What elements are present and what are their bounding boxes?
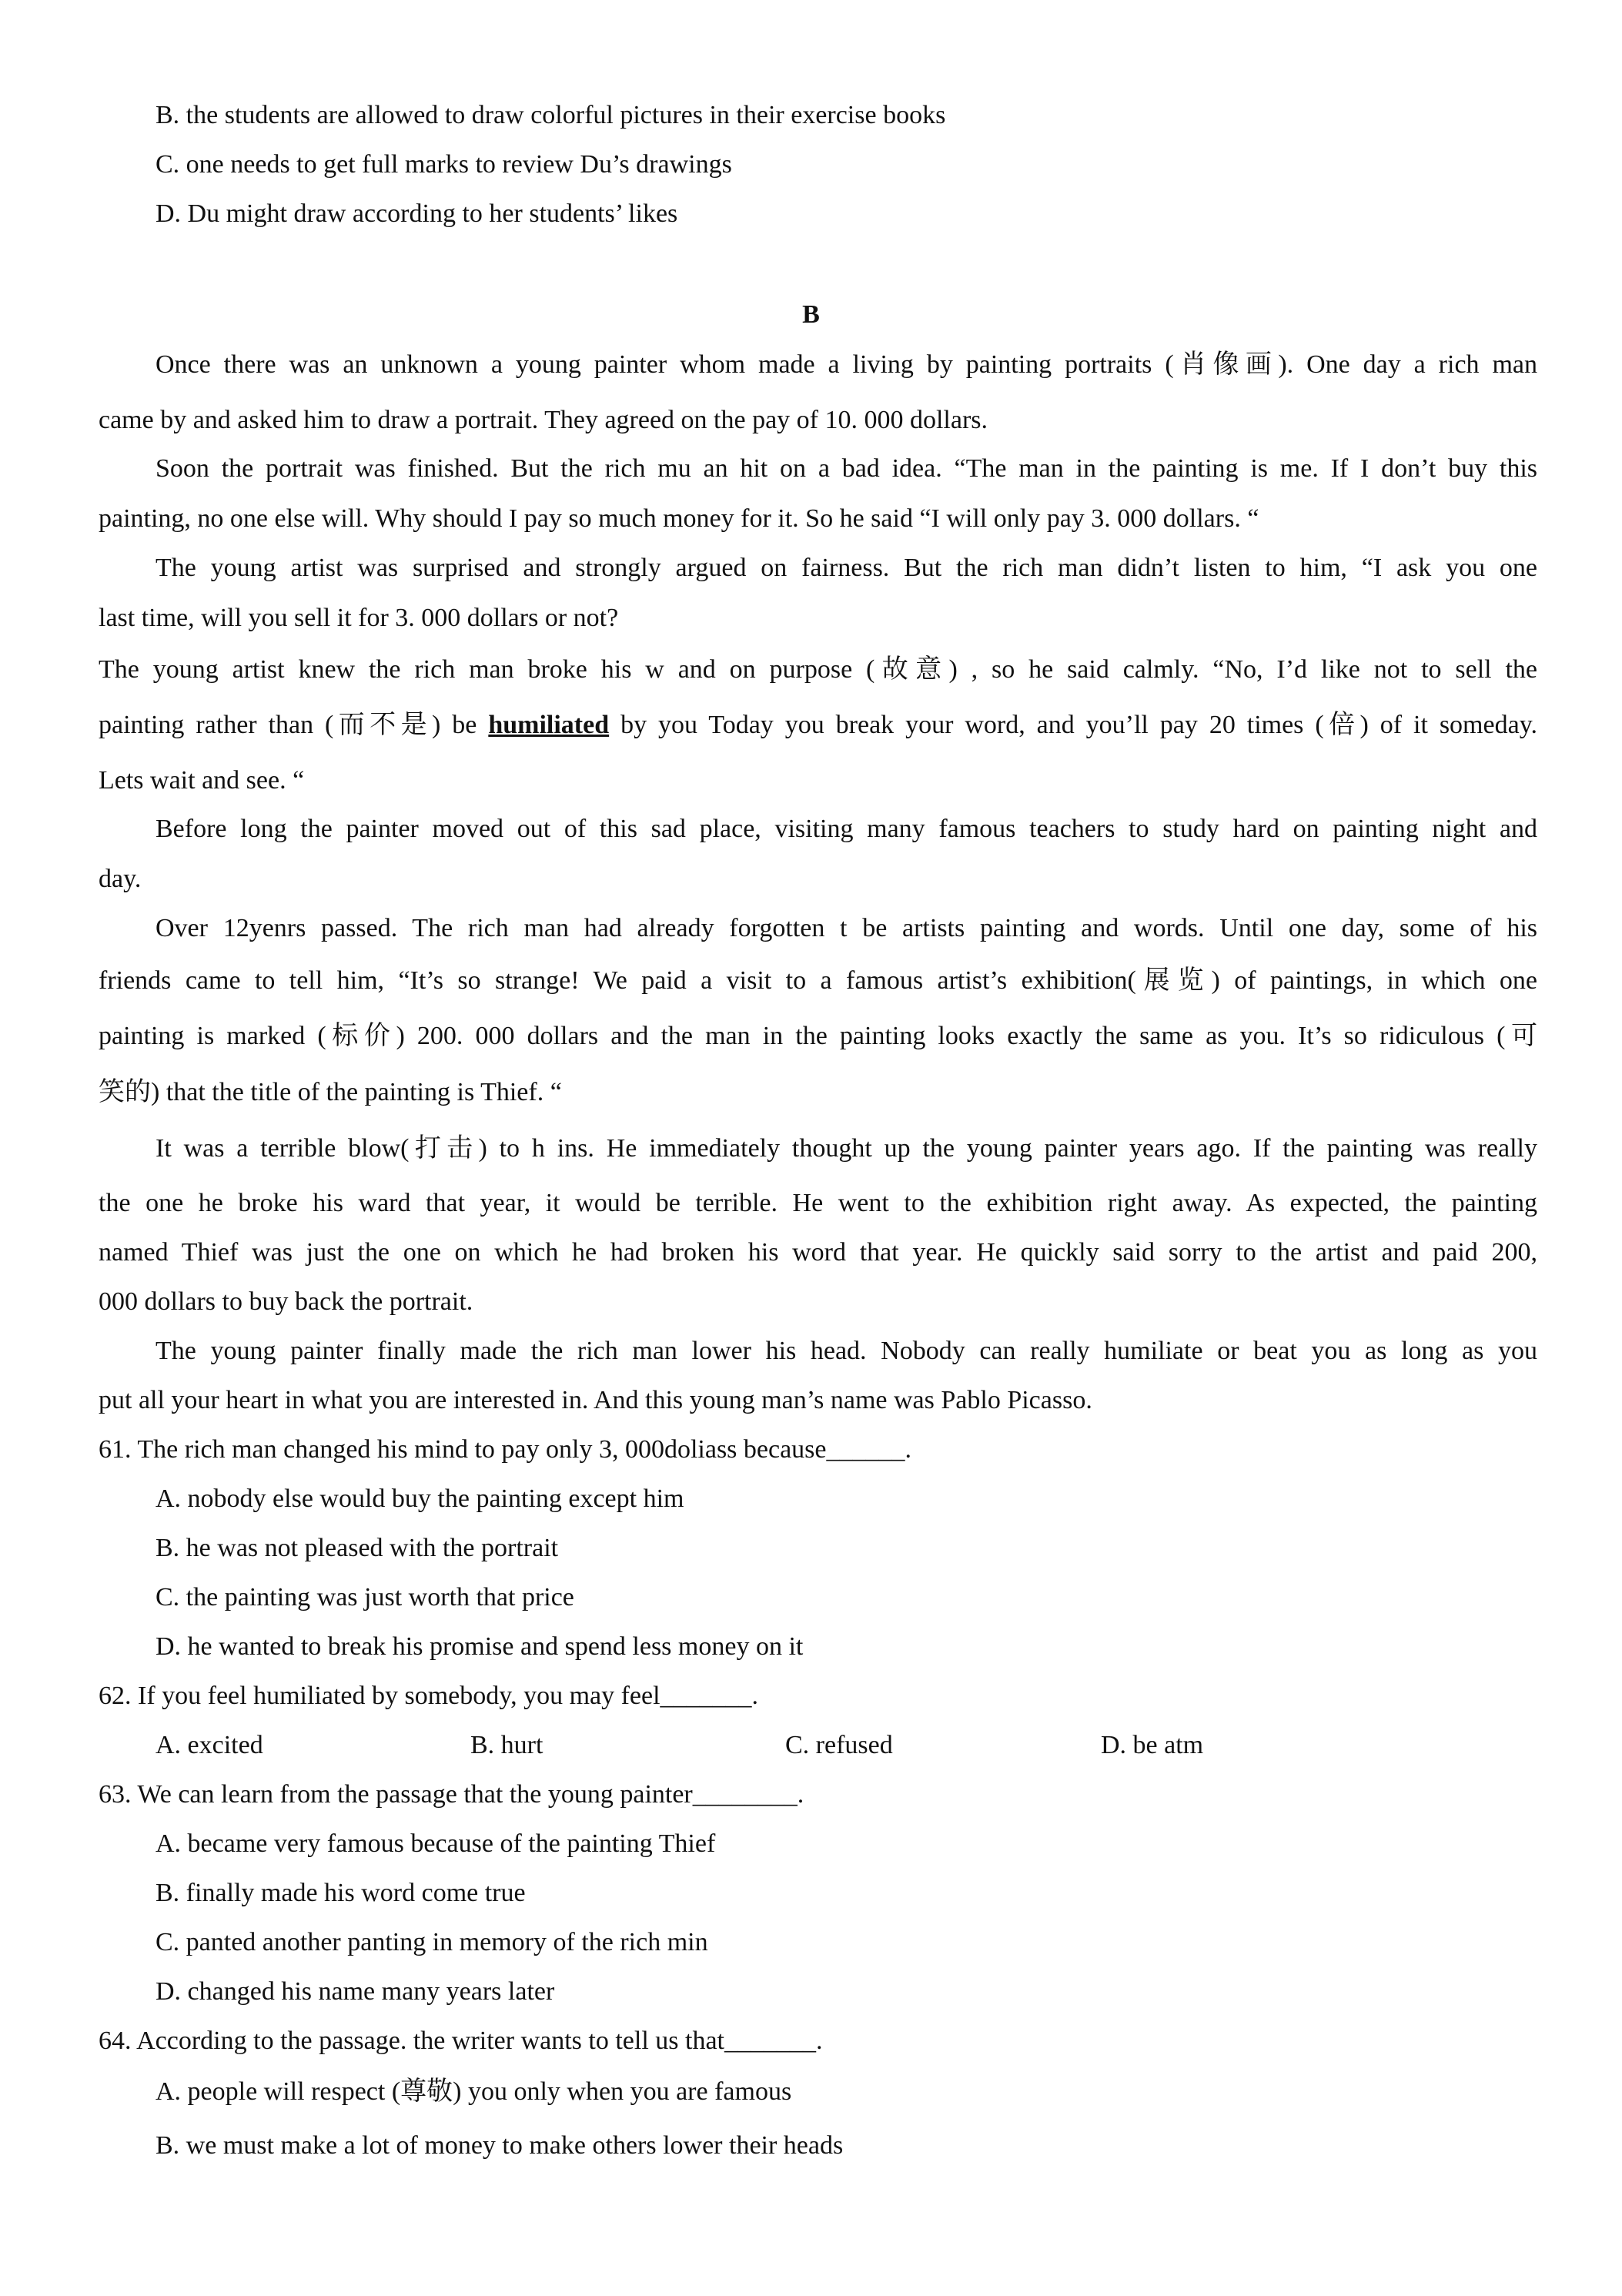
question-63-option-b: B. finally made his word come true [156,1879,526,1907]
question-61-option-d: D. he wanted to break his promise and spend less money on it [156,1632,804,1661]
passage-line: Before long the painter moved out of this sad place, visiting many famous teachers to study hard on painting night and [156,815,1537,843]
question-62-stem: 62. If you feel humiliated by somebody, you may feel_______. [99,1682,759,1710]
passage-line: It was a terrible blow(打击) to h ins. He immediately thought up the young painter years ago. If the painting was really [156,1134,1537,1163]
passage-line: day. [99,865,142,893]
passage-line: Lets wait and see. “ [99,766,305,795]
question-62-option-c: C. refused [785,1731,893,1759]
question-63-option-c: C. panted another panting in memory of the rich min [156,1928,708,1956]
passage-line: Once there was an unknown a young painter whom made a living by painting portraits (肖像画). One day a rich man [156,350,1537,379]
question-61-option-b: B. he was not pleased with the portrait [156,1534,559,1562]
question-62-option-b: B. hurt [470,1731,543,1759]
question-64-option-b: B. we must make a lot of money to make others lower their heads [156,2131,844,2160]
passage-line: The young artist was surprised and strongly argued on fairness. But the rich man didn’t listen to him, “I ask you one [156,554,1537,582]
passage-line: painting, no one else will. Why should I pay so much money for it. So he said “I will only pay 3. 000 dollars. “ [99,504,1259,533]
passage-line: The young artist knew the rich man broke his w and on purpose (故意) , so he said calmly. “No, I’d like not to sell the [99,655,1537,684]
passage-line: 笑的) that the title of the painting is Thief. “ [99,1078,562,1106]
passage-line: came by and asked him to draw a portrait. They agreed on the pay of 10. 000 dollars. [99,406,988,434]
passage-line: named Thief was just the one on which he had broken his word that year. He quickly said sorry to the artist and paid 200, [99,1238,1537,1267]
question-64-stem: 64. According to the passage. the writer wants to tell us that_______. [99,2027,823,2055]
section-heading: B [802,300,820,329]
passage-line: 000 dollars to buy back the portrait. [99,1287,473,1316]
passage-line: friends came to tell him, “It’s so strange! We paid a visit to a famous artist’s exhibition(展览) of paintings, in which one [99,966,1537,995]
prev-option-b: B. the students are allowed to draw colorful pictures in their exercise books [156,101,946,129]
passage-line [99,710,1537,741]
prev-option-c: C. one needs to get full marks to review Du’s drawings [156,150,732,179]
question-63-stem: 63. We can learn from the passage that the young painter________. [99,1780,804,1809]
passage-line: Soon the portrait was finished. But the rich mu an hit on a bad idea. “The man in the painting is me. If I don’t buy this [156,454,1537,483]
question-62-option-d: D. be atm [1101,1731,1204,1759]
passage-line: The young painter finally made the rich man lower his head. Nobody can really humiliate or beat you as long as you [156,1337,1537,1365]
question-63-option-a: A. became very famous because of the painting Thief [156,1829,716,1858]
question-61-option-c: C. the painting was just worth that price [156,1583,574,1612]
question-63-option-d: D. changed his name many years later [156,1977,555,2006]
question-62-option-a: A. excited [156,1731,263,1759]
prev-option-d: D. Du might draw according to her students’ likes [156,199,678,228]
passage-line: last time, will you sell it for 3. 000 dollars or not? [99,604,619,632]
question-61-option-a: A. nobody else would buy the painting except him [156,1484,684,1513]
passage-text: by you Today you break your word, and you’ll pay 20 times (倍) of it someday. [609,711,1537,739]
highlighted-word: humiliated [488,711,610,739]
question-64-option-a: A. people will respect (尊敬) you only when you are famous [156,2077,792,2106]
passage-line: painting is marked (标价) 200. 000 dollars and the man in the painting looks exactly the same as you. It’s so ridiculous (可 [99,1022,1537,1050]
passage-line: Over 12yenrs passed. The rich man had already forgotten t be artists painting and words. Until one day, some of his [156,914,1537,942]
passage-line: put all your heart in what you are interested in. And this young man’s name was Pablo Picasso. [99,1386,1092,1414]
passage-text: painting rather than (而不是) be [99,711,489,739]
passage-line: the one he broke his ward that year, it would be terrible. He went to the exhibition right away. As expected, the painting [99,1189,1537,1217]
question-61-stem: 61. The rich man changed his mind to pay only 3, 000doliass because______. [99,1435,912,1464]
